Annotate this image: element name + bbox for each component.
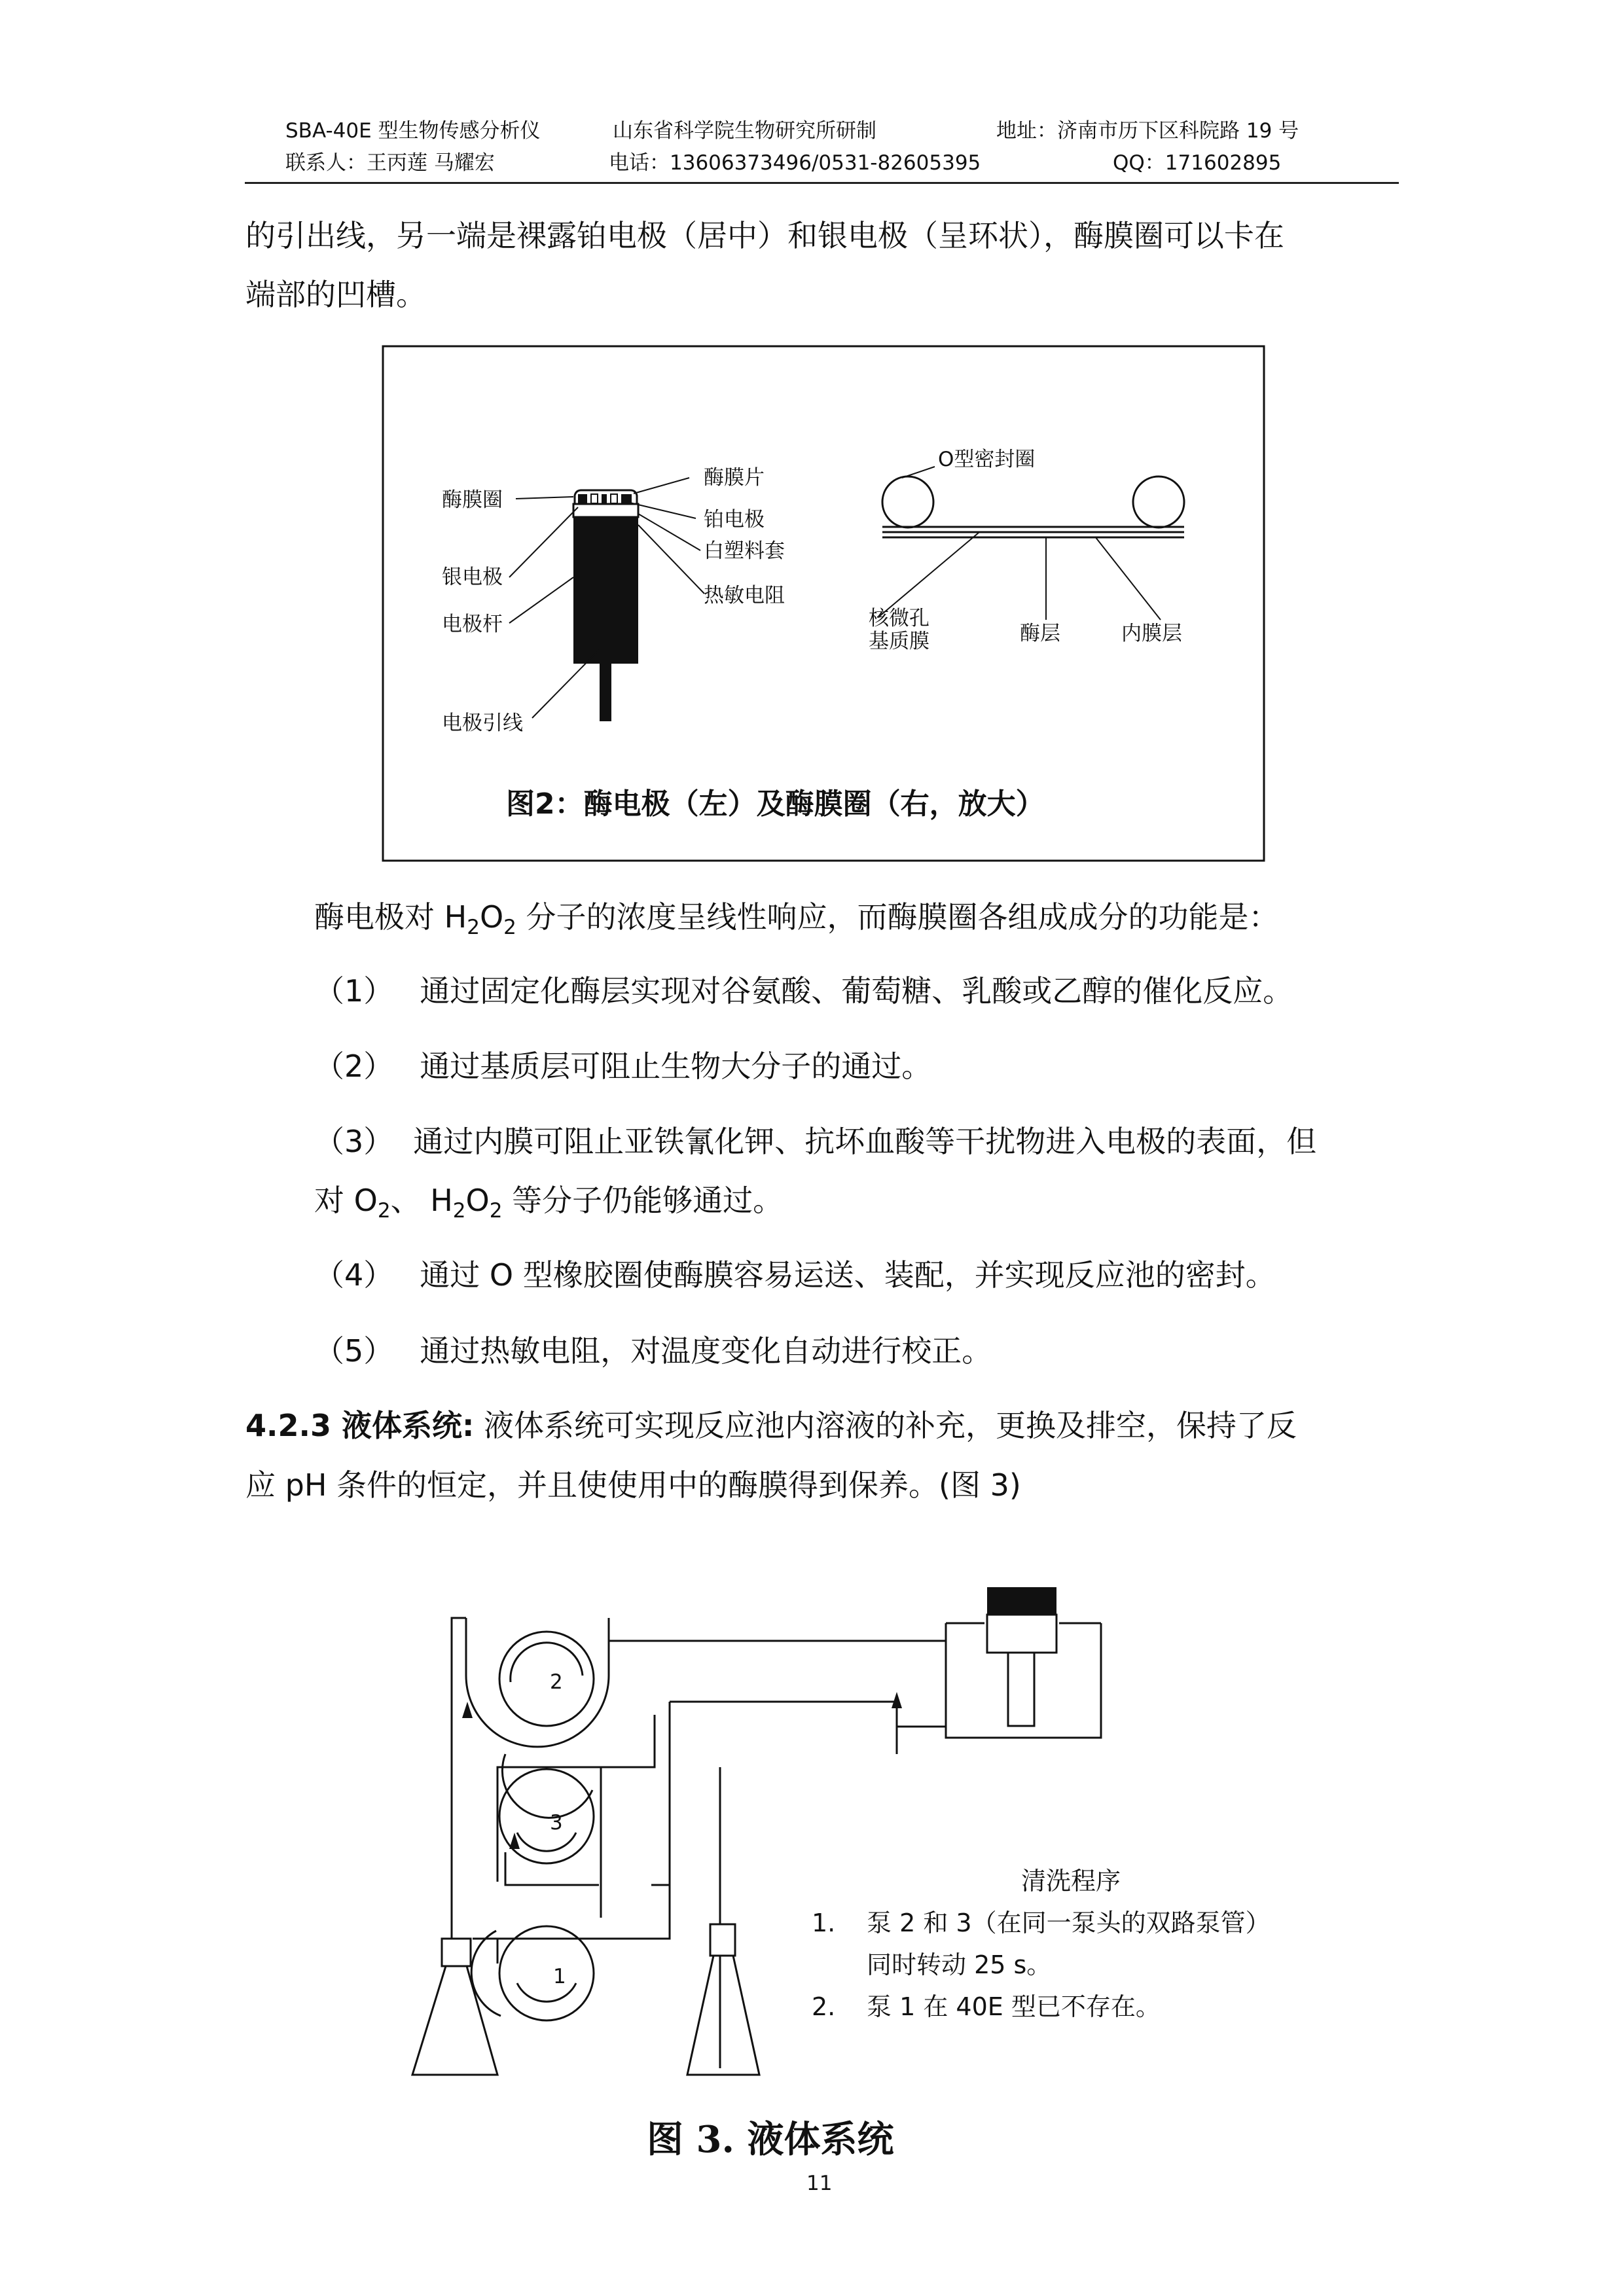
section-4-2-3-line-1: 4.2.3 液体系统: 液体系统可实现反应池内溶液的补充，更换及排空，保持了反 xyxy=(245,1408,1297,1443)
figure-3-caption: 图 3. 液体系统 xyxy=(647,2118,894,2161)
pump-1-label: 1 xyxy=(553,1965,566,1988)
wash-step-2-line-1: 泵 1 在 40E 型已不存在。 xyxy=(867,1992,1161,2021)
figure-2-frame xyxy=(383,346,1264,861)
function-item-1: （1） 通过固定化酶层实现对谷氨酸、葡萄糖、乳酸或乙醇的催化反应。 xyxy=(314,973,1293,1009)
wash-step-1-line-2: 同时转动 25 s。 xyxy=(867,1950,1052,1979)
section-heading: 4.2.3 液体系统: xyxy=(245,1408,475,1443)
label-inner-layer: 内膜层 xyxy=(1121,622,1182,645)
label-nucleopore-1: 核微孔 xyxy=(869,607,929,630)
function-item-4: （4） 通过 O 型橡胶圈使酶膜容易运送、装配，并实现反应池的密封。 xyxy=(314,1257,1276,1293)
label-platinum-electrode: 铂电极 xyxy=(704,508,765,531)
label-enzyme-ring: 酶膜圈 xyxy=(442,488,503,512)
label-silver-electrode: 银电极 xyxy=(442,565,503,589)
pump-2-label: 2 xyxy=(550,1670,563,1694)
wash-step-2-num: 2. xyxy=(812,1992,836,2021)
wash-procedure-title: 清洗程序 xyxy=(1021,1867,1121,1895)
header-address: 地址：济南市历下区科院路 19 号 xyxy=(996,119,1299,143)
function-item-5: （5） 通过热敏电阻，对温度变化自动进行校正。 xyxy=(314,1333,992,1369)
header-phone: 电话：13606373496/0531-82605395 xyxy=(609,151,981,175)
label-plastic-sleeve: 白塑料套 xyxy=(704,539,785,563)
flow-arrows xyxy=(462,1692,902,1849)
pump-rotation-arrows xyxy=(511,1643,583,2001)
label-thermistor: 热敏电阻 xyxy=(704,584,785,607)
waste-flask xyxy=(687,1924,759,2075)
reaction-cell-drawing xyxy=(946,1587,1101,1738)
label-o-ring: O型密封圈 xyxy=(938,448,1036,471)
wash-step-1-line-1: 泵 2 和 3（在同一泵头的双路泵管） xyxy=(867,1909,1271,1937)
section-4-2-3-line-2: 应 pH 条件的恒定，并且使使用中的酶膜得到保养。(图 3) xyxy=(245,1467,1021,1503)
header-product: SBA-40E 型生物传感分析仪 xyxy=(285,119,541,143)
figure-2-enzyme-electrode xyxy=(382,345,1265,862)
figure-2-caption: 图2：酶电极（左）及酶膜圈（右，放大） xyxy=(506,787,1045,821)
pump-3-label: 3 xyxy=(550,1811,563,1835)
label-enzyme-film: 酶膜片 xyxy=(704,466,765,490)
intro-line-2: 端部的凹槽。 xyxy=(245,277,426,312)
header-maker: 山东省科学院生物研究所研制 xyxy=(613,119,876,143)
response-sentence: 酶电极对 $H_2O_2$ 分子的浓度呈线性响应，而酶膜圈各组成成分的功能是： xyxy=(314,899,1279,939)
intro-line-1: 的引出线，另一端是裸露铂电极（居中）和银电极（呈环状），酶膜圈可以卡在 xyxy=(245,218,1284,253)
header-qq: QQ：171602895 xyxy=(1113,151,1282,175)
function-item-3-line-2: 对 $O_2$、 $H_2O_2$ 等分子仍能够通过。 xyxy=(314,1183,784,1223)
label-lead-wire: 电极引线 xyxy=(442,711,523,735)
header-contact: 联系人：王丙莲 马耀宏 xyxy=(285,151,495,175)
page-number: 11 xyxy=(806,2172,833,2195)
wash-step-1-num: 1. xyxy=(812,1909,836,1937)
buffer-flask xyxy=(412,1939,497,2075)
label-nucleopore-2: 基质膜 xyxy=(869,630,929,653)
function-item-2: （2） 通过基质层可阻止生物大分子的通过。 xyxy=(314,1049,932,1084)
label-enzyme-layer: 酶层 xyxy=(1020,622,1060,645)
label-electrode-rod: 电极杆 xyxy=(442,613,503,636)
function-item-3-line-1: （3） 通过内膜可阻止亚铁氰化钾、抗坏血酸等干扰物进入电极的表面，但 xyxy=(314,1124,1317,1159)
header-rule xyxy=(245,182,1399,184)
